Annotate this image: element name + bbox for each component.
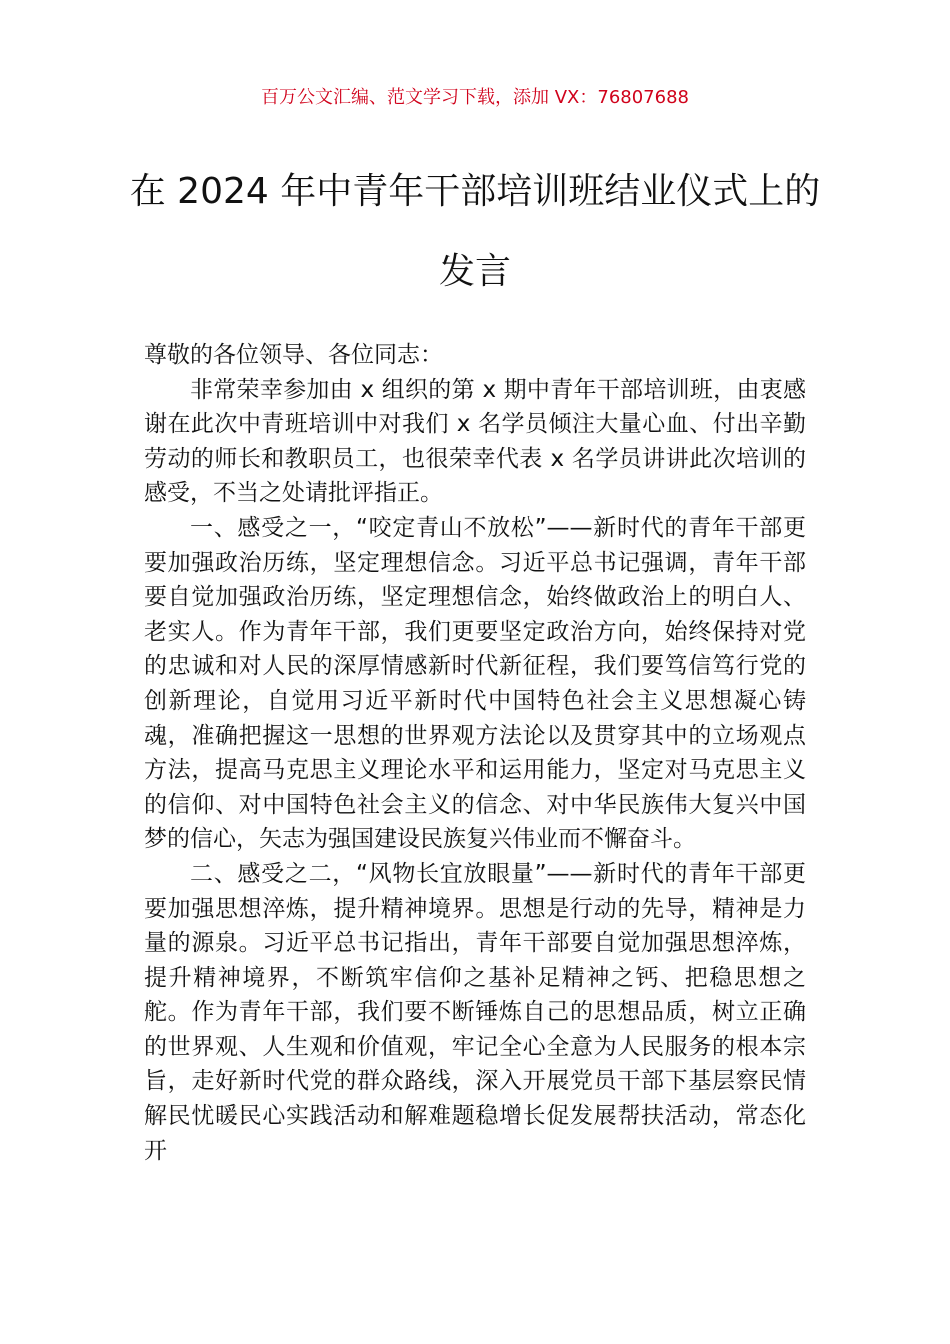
- paragraph-section-2: 二、感受之二，“风物长宜放眼量”——新时代的青年干部更要加强思想淬炼，提升精神境界。思想是行动的先导，精神是力量的源泉。习近平总书记指出，青年干部要自觉加强思想淬炼，提升精神境界，不断筑牢信仰之基补足精神之钙、把稳思想之舵。作为青年干部，我们要不断锤炼自己的思想品质，树立正确的世界观、人生观和价值观，牢记全心全意为人民服务的根本宗旨，走好新时代党的群众路线，深入开展党员干部下基层察民情解民忧暖民心实践活动和解难题稳增长促发展帮扶活动，常态化开: [144, 860, 806, 1164]
- title-line-1: 在 2024 年中青年干部培训班结业仪式上的: [129, 171, 821, 212]
- document-title: [0, 152, 950, 312]
- paragraph-intro: 非常荣幸参加由 x 组织的第 x 期中青年干部培训班，由衷感谢在此次中青班培训中对我们 x 名学员倾注大量心血、付出辛勤劳动的师长和教职员工，也很荣幸代表 x 名学员讲讲此次培训的感受，不当之处请批评指正。: [144, 376, 806, 507]
- title-line-2: 发言: [438, 251, 511, 292]
- paragraph-section-1: 一、感受之一，“咬定青山不放松”——新时代的青年干部更要加强政治历练，坚定理想信念。习近平总书记强调，青年干部要自觉加强政治历练，坚定理想信念，始终做政治上的明白人、老实人。作为青年干部，我们更要坚定政治方向，始终保持对党的忠诚和对人民的深厚情感新时代新征程，我们要笃信笃行党的创新理论，自觉用习近平新时代中国特色社会主义思想凝心铸魂，准确把握这一思想的世界观方法论以及贯穿其中的立场观点方法，提高马克思主义理论水平和运用能力，坚定对马克思主义的信仰、对中国特色社会主义的信念、对中华民族伟大复兴中国梦的信心，矢志为强国建设民族复兴伟业而不懈奋斗。: [144, 514, 806, 853]
- header-watermark-note: 百万公文汇编、范文学习下载，添加 VX：76807688: [261, 87, 689, 108]
- salutation: 尊敬的各位领导、各位同志：: [144, 342, 443, 368]
- document-body: [144, 338, 806, 1168]
